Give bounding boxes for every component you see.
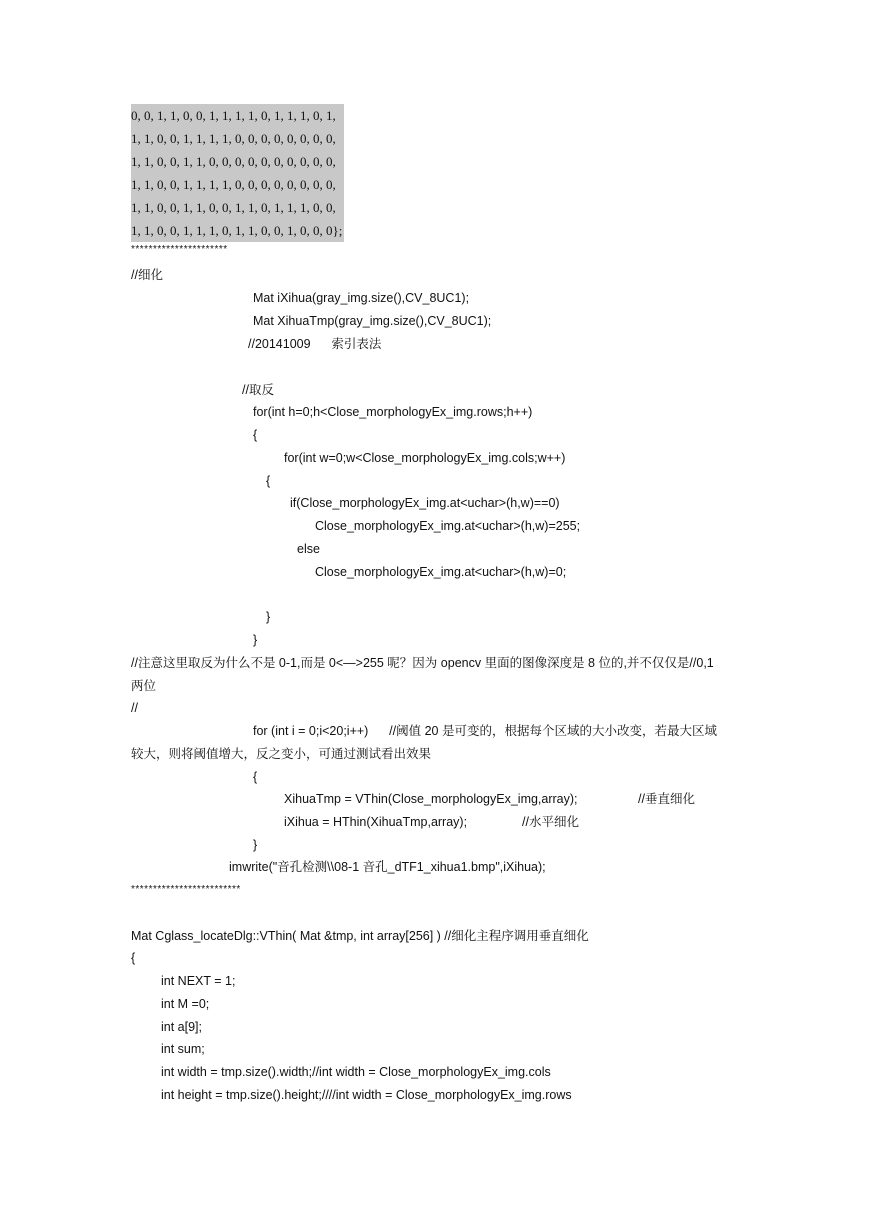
code-line: Mat XihuaTmp(gray_img.size(),CV_8UC1); xyxy=(253,314,492,328)
array-row: 1, 1, 0, 0, 1, 1, 0, 0, 1, 1, 0, 1, 1, 1, 0, 0, xyxy=(131,196,344,219)
code-comment: //水平细化 xyxy=(522,815,579,829)
code-line: } xyxy=(253,838,258,852)
code-line: { xyxy=(253,428,258,442)
separator-stars: ************************* xyxy=(131,884,241,895)
code-line: int sum; xyxy=(161,1042,205,1056)
code-line: iXihua = HThin(XihuaTmp,array); xyxy=(284,815,468,829)
array-block xyxy=(131,104,344,242)
array-row: 1, 1, 0, 0, 1, 1, 1, 1, 0, 0, 0, 0, 0, 0, 0, 0, xyxy=(131,173,344,196)
code-line: int M =0; xyxy=(161,997,210,1011)
code-comment: //注意这里取反为什么不是 0-1,而是 0<—>255 呢？因为 opencv 里面的图像深度是 8 位的,并不仅仅是//0,1 xyxy=(131,656,714,670)
array-row: 1, 1, 0, 0, 1, 1, 1, 1, 0, 0, 0, 0, 0, 0, 0, 0, xyxy=(131,127,344,150)
code-comment: //垂直细化 xyxy=(638,792,695,806)
code-line: int a[9]; xyxy=(161,1020,202,1034)
code-comment: //细化 xyxy=(131,268,163,282)
code-line: { xyxy=(266,474,271,488)
array-row: 1, 1, 0, 0, 1, 1, 1, 0, 1, 1, 0, 0, 1, 0, 0, 0}; xyxy=(131,219,344,242)
function-signature: Mat Cglass_locateDlg::VThin( Mat &tmp, int array[256] ) //细化主程序调用垂直细化 xyxy=(131,929,589,943)
code-comment: //20141009 索引表法 xyxy=(248,337,382,351)
code-line: Close_morphologyEx_img.at<uchar>(h,w)=0; xyxy=(315,565,567,579)
code-line: else xyxy=(297,542,320,556)
code-comment: //取反 xyxy=(242,383,274,397)
separator-stars: ********************** xyxy=(131,244,228,255)
code-line: imwrite("音孔检测\\08-1 音孔_dTF1_xihua1.bmp",iXihua); xyxy=(229,860,546,874)
code-line: for(int h=0;h<Close_morphologyEx_img.rows;h++) xyxy=(253,405,533,419)
code-line: for (int i = 0;i<20;i++) //阈值 20 是可变的，根据每个区域的大小改变，若最大区域 xyxy=(253,724,717,738)
array-row: 1, 1, 0, 0, 1, 1, 0, 0, 0, 0, 0, 0, 0, 0, 0, 0, xyxy=(131,150,344,173)
code-line: } xyxy=(253,633,258,647)
code-comment: 较大，则将阈值增大，反之变小，可通过测试看出效果 xyxy=(131,747,432,761)
code-line: Mat iXihua(gray_img.size(),CV_8UC1); xyxy=(253,291,470,305)
array-row: 0, 0, 1, 1, 0, 0, 1, 1, 1, 1, 0, 1, 1, 1, 0, 1, xyxy=(131,104,344,127)
code-comment: // xyxy=(131,701,138,715)
code-line: { xyxy=(131,951,136,965)
code-line: int NEXT = 1; xyxy=(161,974,236,988)
code-line: for(int w=0;w<Close_morphologyEx_img.cols;w++) xyxy=(284,451,566,465)
code-line: int width = tmp.size().width;//int width = Close_morphologyEx_img.cols xyxy=(161,1065,551,1079)
code-line: if(Close_morphologyEx_img.at<uchar>(h,w)==0) xyxy=(290,496,560,510)
code-line: int height = tmp.size().height;////int width = Close_morphologyEx_img.rows xyxy=(161,1088,572,1102)
code-line: } xyxy=(266,610,271,624)
code-line: XihuaTmp = VThin(Close_morphologyEx_img,array); xyxy=(284,792,578,806)
code-line: Close_morphologyEx_img.at<uchar>(h,w)=255; xyxy=(315,519,581,533)
code-comment: 两位 xyxy=(131,679,157,693)
code-line: { xyxy=(253,770,258,784)
